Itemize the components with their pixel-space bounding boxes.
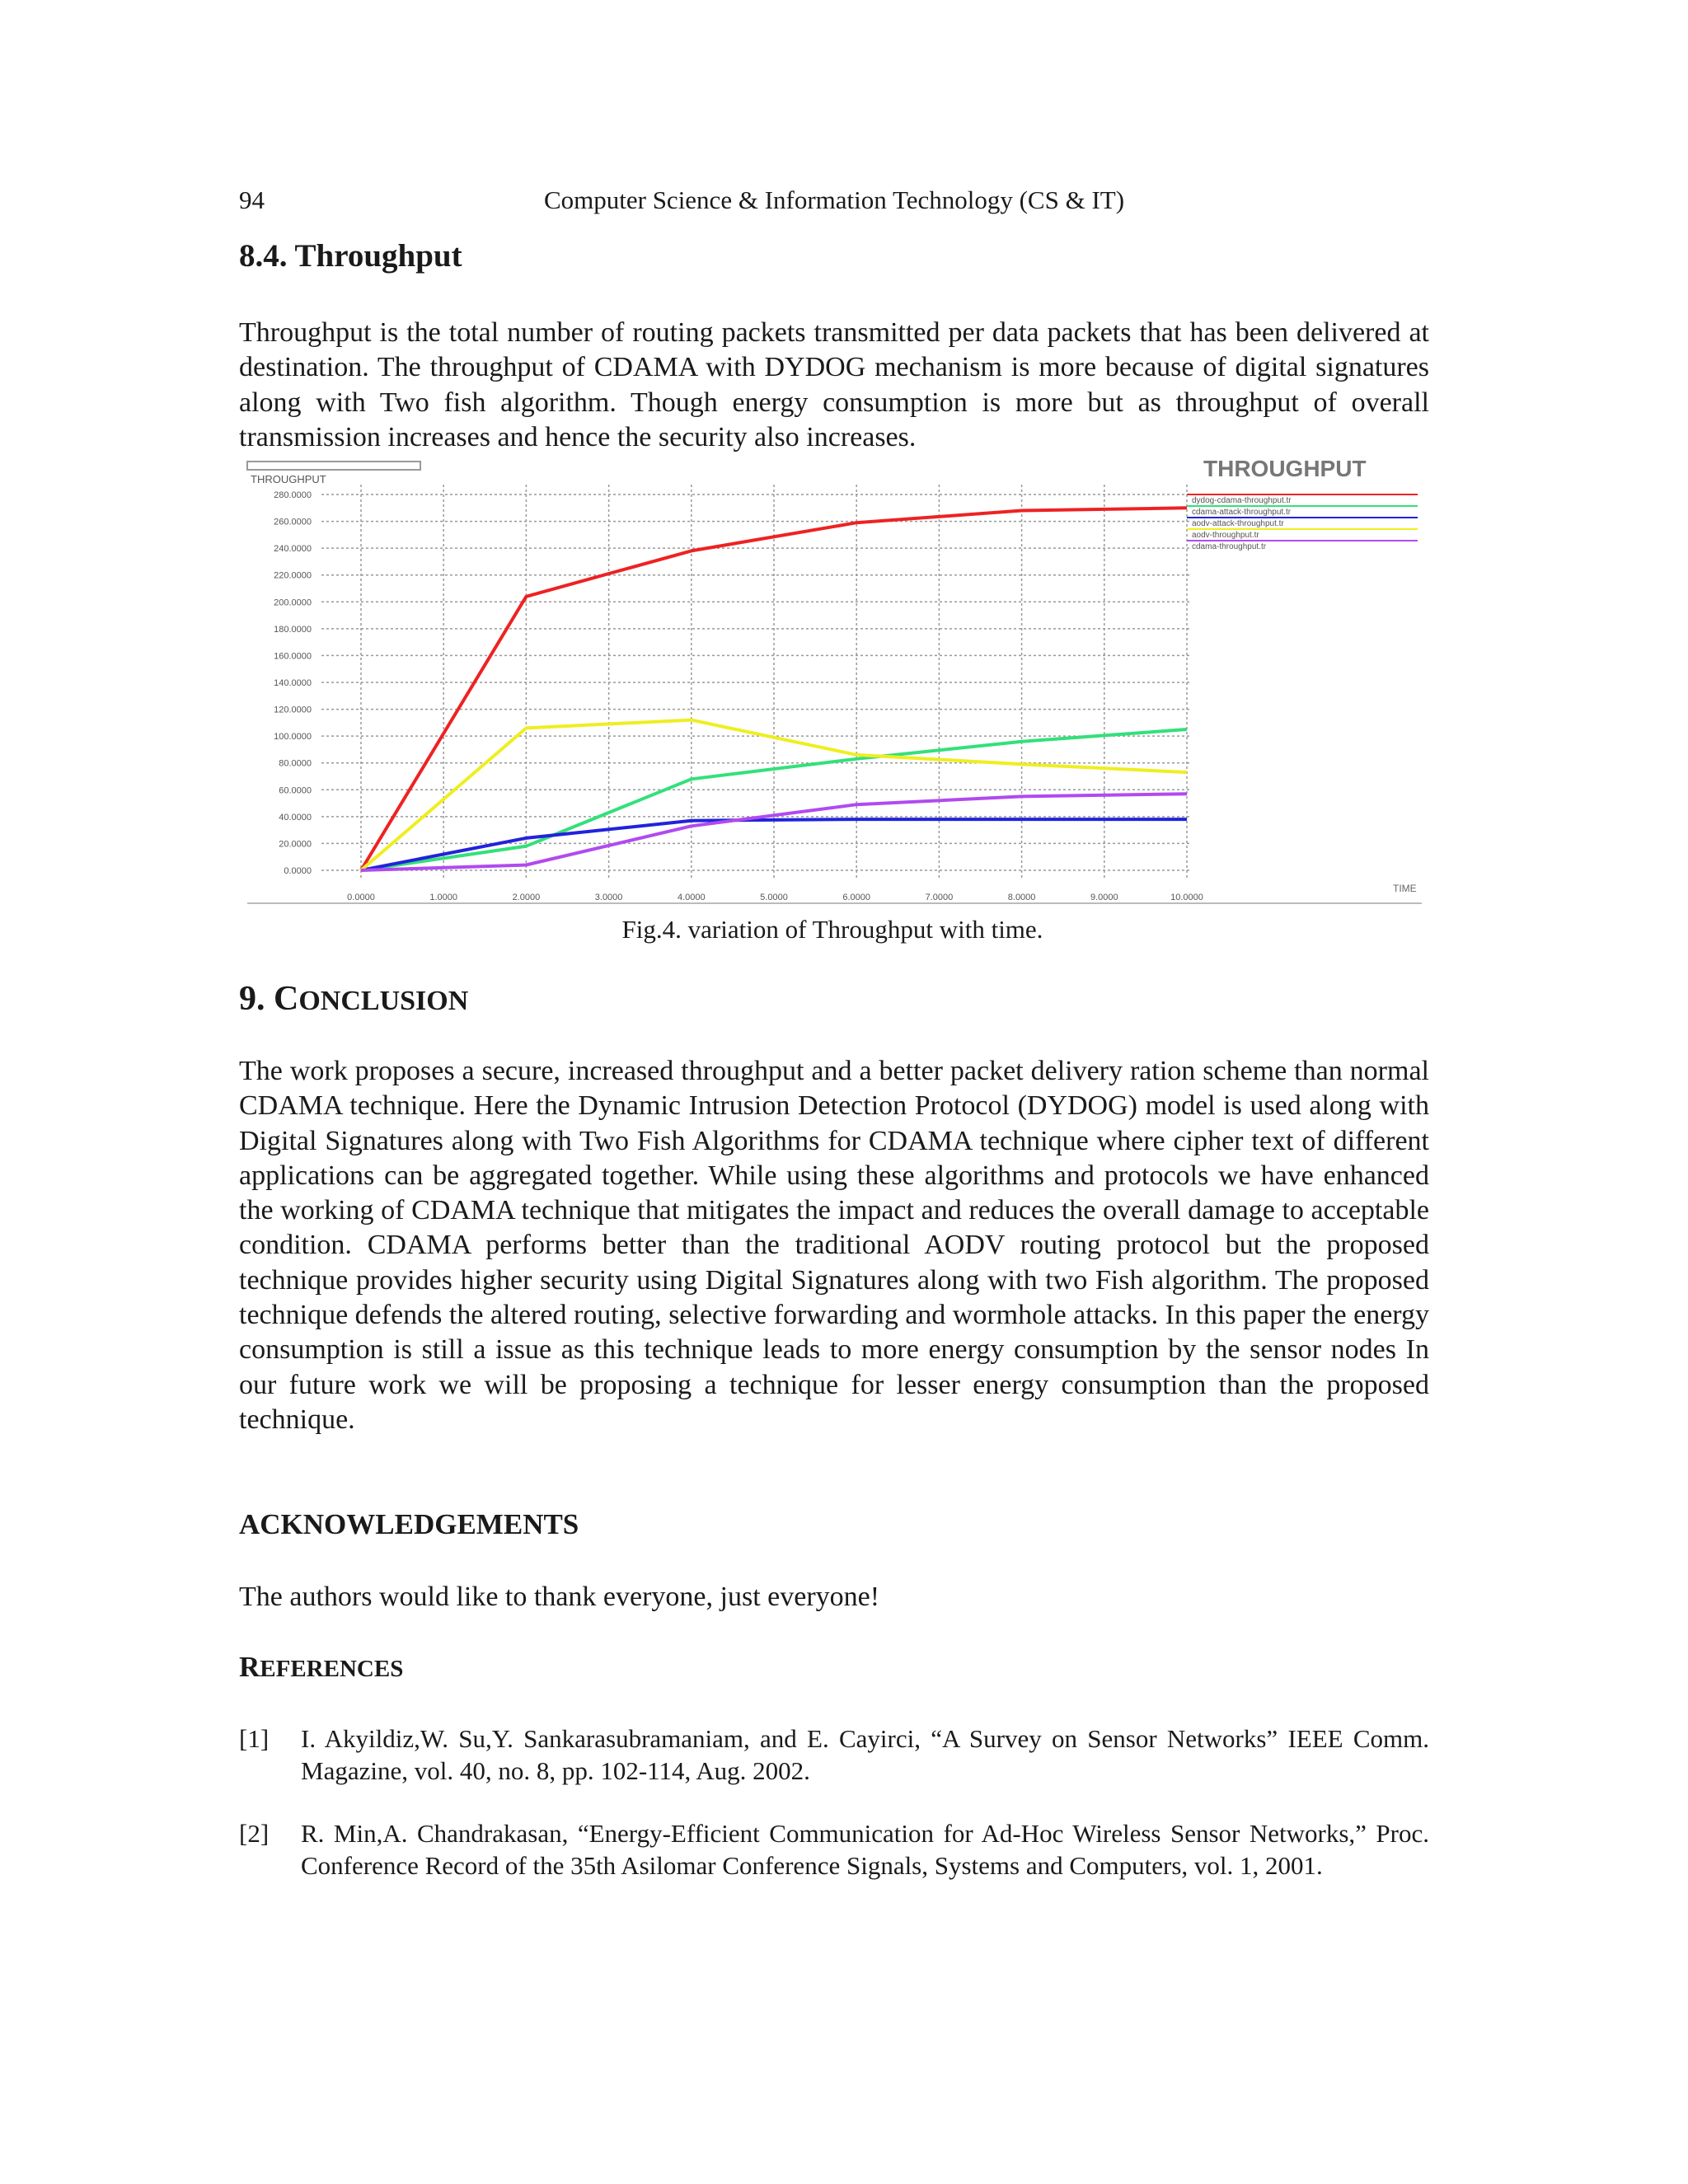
- y-tick-label: 0.0000: [284, 866, 312, 876]
- running-head: [239, 185, 1429, 222]
- acknowledgements-text: The authors would like to thank everyone, just everyone!: [239, 1582, 880, 1612]
- y-tick-label: 120.0000: [274, 705, 312, 715]
- x-tick-label: 7.0000: [925, 893, 954, 902]
- y-tick-label: 40.0000: [279, 812, 312, 823]
- section-title-initial: C: [274, 980, 299, 1018]
- reference-item: [239, 1817, 1429, 1882]
- y-tick-label: 280.0000: [274, 490, 312, 500]
- legend-label: aodv-throughput.tr: [1192, 531, 1259, 540]
- x-tick-label: 2.0000: [512, 893, 541, 902]
- references-title-initial: R: [239, 1651, 260, 1683]
- section-heading-throughput: 8.4. Throughput: [239, 238, 462, 274]
- x-tick-label: 3.0000: [594, 893, 623, 902]
- y-tick-label: 260.0000: [274, 517, 312, 527]
- y-tick-label: 100.0000: [274, 732, 312, 743]
- reference-number: [2]: [239, 1819, 270, 1848]
- chart-label-box: [247, 462, 420, 470]
- y-tick-label: 20.0000: [279, 839, 312, 850]
- throughput-figure: [239, 452, 1426, 913]
- x-tick-label: 4.0000: [677, 893, 706, 902]
- section-heading-conclusion: [239, 979, 468, 1019]
- references-heading: [239, 1651, 403, 1684]
- conclusion-paragraph: The work proposes a secure, increased throughput and a better packet delivery ration scheme than normal CDAMA technique. Here the Dynamic Intrusion Detection Protocol (DYDOG) model is used along with Digital Signatures along with Two Fish Algorithms for CDAMA technique where cipher text of different applications can be aggregated together. While using these algorithms and protocols we have enhanced the working of CDAMA technique that mitigates the impact and reduces the overall damage to acceptable condition. CDAMA performs better than the traditional AODV routing protocol but the proposed technique provides higher security using Digital Signatures along with two Fish algorithm. The proposed technique defends the altered routing, selective forwarding and wormhole attacks. In this paper the energy consumption is still a issue as this technique leads to more energy consumption by the sensor nodes In our future work we will be proposing a technique for lesser energy consumption than the proposed technique.: [239, 1056, 1429, 1435]
- x-tick-label: 5.0000: [760, 893, 788, 902]
- x-axis-label: TIME: [1393, 883, 1417, 894]
- y-axis-label: THROUGHPUT: [251, 473, 326, 485]
- series-line: [361, 729, 1187, 870]
- x-tick-labels: [347, 893, 1203, 902]
- y-tick-label: 60.0000: [279, 785, 312, 796]
- y-tick-label: 140.0000: [274, 678, 312, 688]
- x-tick-label: 10.0000: [1170, 893, 1203, 902]
- y-tick-label: 220.0000: [274, 570, 312, 581]
- y-tick-label: 240.0000: [274, 544, 312, 555]
- acknowledgements-heading: ACKNOWLEDGEMENTS: [239, 1508, 579, 1540]
- reference-number: [1]: [239, 1724, 270, 1753]
- legend-label: aodv-attack-throughput.tr: [1192, 519, 1284, 528]
- y-tick-label: 180.0000: [274, 624, 312, 635]
- reference-text: R. Min,A. Chandrakasan, “Energy-Efficient Communication for Ad-Hoc Wireless Sensor Networks,” Proc. Conference Record of the 35th Asilomar Conference Signals, Systems and Computers, vol. 1, 2001.: [301, 1819, 1429, 1880]
- legend-label: cdama-throughput.tr: [1192, 542, 1267, 551]
- throughput-paragraph: Throughput is the total number of routing packets transmitted per data packets that has been delivered at destination. The throughput of CDAMA with DYDOG mechanism is more because of digital signatures along with Two fish algorithm. Though energy consumption is more but as throughput of overall transmission increases and hence the security also increases.: [239, 317, 1429, 452]
- x-tick-label: 1.0000: [429, 893, 458, 902]
- legend-label: cdama-attack-throughput.tr: [1192, 508, 1292, 517]
- chart-title: THROUGHPUT: [1203, 456, 1367, 481]
- reference-text: I. Akyildiz,W. Su,Y. Sankarasubramaniam, and E. Cayirci, “A Survey on Sensor Networks” IEEE Comm. Magazine, vol. 40, no. 8, pp. 102-114, Aug. 2002.: [301, 1724, 1429, 1785]
- x-tick-label: 6.0000: [842, 893, 871, 902]
- section-title-rest: ONCLUSION: [298, 986, 469, 1016]
- journal-title: Computer Science & Information Technology (CS & IT): [543, 185, 1125, 214]
- references-title-rest: EFERENCES: [260, 1656, 404, 1682]
- x-tick-label: 0.0000: [347, 893, 375, 902]
- reference-item: [239, 1722, 1429, 1787]
- y-tick-labels: [274, 490, 312, 876]
- y-tick-label: 200.0000: [274, 598, 312, 608]
- y-tick-label: 80.0000: [279, 758, 312, 769]
- throughput-chart: [239, 452, 1426, 913]
- x-tick-label: 8.0000: [1007, 893, 1036, 902]
- x-tick-label: 9.0000: [1090, 893, 1118, 902]
- legend-label: dydog-cdama-throughput.tr: [1192, 496, 1292, 505]
- section-number: 9.: [239, 980, 274, 1018]
- y-tick-label: 160.0000: [274, 651, 312, 662]
- chart-legend: [1187, 494, 1418, 551]
- page-number: 94: [239, 185, 265, 214]
- figure-caption: Fig.4. variation of Throughput with time.: [621, 915, 1043, 944]
